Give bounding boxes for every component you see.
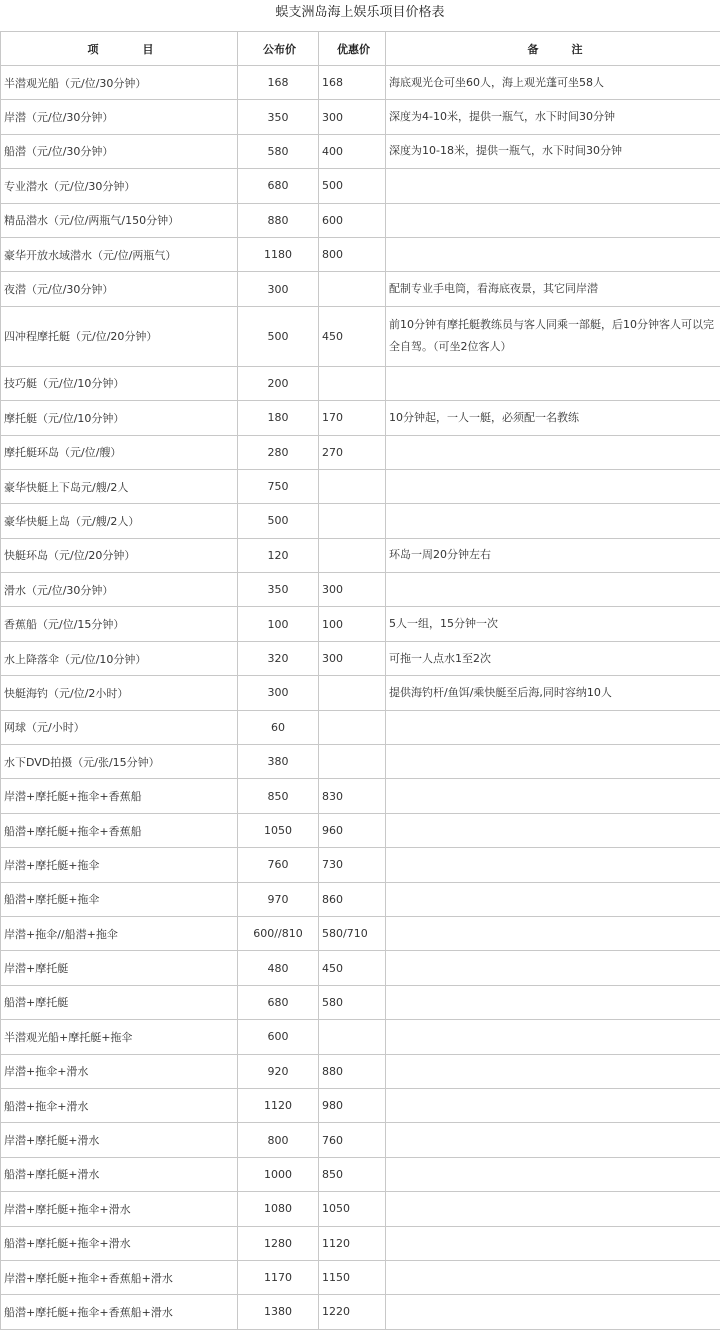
cell-discount: 1150	[319, 1260, 386, 1294]
cell-note	[386, 1192, 720, 1226]
cell-item: 豪华快艇上岛（元/艘/2人）	[1, 504, 238, 538]
cell-discount: 960	[319, 813, 386, 847]
cell-discount: 300	[319, 573, 386, 607]
table-row	[1, 1226, 720, 1260]
cell-discount	[319, 504, 386, 538]
cell-discount: 400	[319, 134, 386, 168]
cell-discount: 300	[319, 641, 386, 675]
cell-note: 海底观光仓可坐60人，海上观光蓬可坐58人	[386, 66, 720, 100]
cell-list-price: 480	[238, 951, 319, 985]
table-row	[1, 306, 720, 366]
cell-item: 岸潜+摩托艇+拖伞+香蕉船	[1, 779, 238, 813]
cell-note	[386, 1088, 720, 1122]
cell-item: 精品潜水（元/位/两瓶气/150分钟）	[1, 203, 238, 237]
cell-item: 豪华快艇上下岛元/艘/2人	[1, 469, 238, 503]
table-row	[1, 813, 720, 847]
cell-list-price: 200	[238, 366, 319, 400]
cell-note: 配制专业手电筒，看海底夜景，其它同岸潜	[386, 272, 720, 306]
cell-item: 豪华开放水域潜水（元/位/两瓶气）	[1, 237, 238, 271]
page-title: 蜈支洲岛海上娱乐项目价格表	[0, 0, 720, 31]
cell-note	[386, 469, 720, 503]
cell-item: 摩托艇（元/位/10分钟）	[1, 401, 238, 435]
cell-note	[386, 710, 720, 744]
cell-discount	[319, 710, 386, 744]
cell-note: 深度为4-10米，提供一瓶气，水下时间30分钟	[386, 100, 720, 134]
cell-item: 岸潜+摩托艇	[1, 951, 238, 985]
table-row	[1, 237, 720, 271]
cell-discount	[319, 745, 386, 779]
cell-item: 岸潜+摩托艇+拖伞+滑水	[1, 1192, 238, 1226]
cell-note	[386, 203, 720, 237]
cell-list-price: 280	[238, 435, 319, 469]
cell-discount	[319, 469, 386, 503]
cell-discount	[319, 538, 386, 572]
table-row	[1, 538, 720, 572]
cell-discount: 450	[319, 951, 386, 985]
table-row	[1, 641, 720, 675]
column-header-note: 备 注	[386, 32, 720, 66]
table-row	[1, 1123, 720, 1157]
cell-discount: 580/710	[319, 916, 386, 950]
table-row	[1, 169, 720, 203]
table-row	[1, 272, 720, 306]
cell-list-price: 1380	[238, 1295, 319, 1329]
table-row	[1, 848, 720, 882]
table-row	[1, 607, 720, 641]
table-row	[1, 1020, 720, 1054]
table-row	[1, 66, 720, 100]
cell-item: 专业潜水（元/位/30分钟）	[1, 169, 238, 203]
cell-list-price: 500	[238, 504, 319, 538]
cell-note	[386, 1260, 720, 1294]
cell-note	[386, 1054, 720, 1088]
cell-list-price: 380	[238, 745, 319, 779]
table-row	[1, 1157, 720, 1191]
cell-note	[386, 951, 720, 985]
table-row	[1, 504, 720, 538]
table-row	[1, 435, 720, 469]
cell-discount: 500	[319, 169, 386, 203]
cell-note	[386, 1123, 720, 1157]
cell-note	[386, 1295, 720, 1329]
cell-item: 滑水（元/位/30分钟）	[1, 573, 238, 607]
cell-discount: 830	[319, 779, 386, 813]
cell-discount: 1120	[319, 1226, 386, 1260]
cell-discount: 730	[319, 848, 386, 882]
cell-item: 四冲程摩托艇（元/位/20分钟）	[1, 306, 238, 366]
table-row	[1, 710, 720, 744]
cell-item: 技巧艇（元/位/10分钟）	[1, 366, 238, 400]
cell-list-price: 680	[238, 169, 319, 203]
cell-list-price: 1120	[238, 1088, 319, 1122]
cell-item: 船潜（元/位/30分钟）	[1, 134, 238, 168]
cell-item: 香蕉船（元/位/15分钟）	[1, 607, 238, 641]
cell-list-price: 350	[238, 573, 319, 607]
table-header-row	[1, 32, 720, 66]
cell-list-price: 300	[238, 676, 319, 710]
cell-list-price: 800	[238, 1123, 319, 1157]
cell-note	[386, 1020, 720, 1054]
table-row	[1, 1192, 720, 1226]
cell-note: 提供海钓杆/鱼饵/乘快艇至后海,同时容纳10人	[386, 676, 720, 710]
cell-note	[386, 745, 720, 779]
cell-list-price: 1000	[238, 1157, 319, 1191]
cell-list-price: 760	[238, 848, 319, 882]
table-row	[1, 1088, 720, 1122]
cell-note	[386, 985, 720, 1019]
cell-list-price: 100	[238, 607, 319, 641]
cell-note: 环岛一周20分钟左右	[386, 538, 720, 572]
cell-item: 船潜+摩托艇+拖伞+香蕉船	[1, 813, 238, 847]
table-body	[1, 66, 720, 1330]
cell-item: 船潜+摩托艇+拖伞	[1, 882, 238, 916]
cell-note	[386, 366, 720, 400]
table-row	[1, 916, 720, 950]
cell-item: 船潜+拖伞+滑水	[1, 1088, 238, 1122]
cell-discount: 850	[319, 1157, 386, 1191]
cell-discount: 1220	[319, 1295, 386, 1329]
table-row	[1, 745, 720, 779]
column-header-item: 项 目	[1, 32, 238, 66]
table-row	[1, 134, 720, 168]
cell-discount: 980	[319, 1088, 386, 1122]
cell-item: 岸潜+摩托艇+拖伞+香蕉船+滑水	[1, 1260, 238, 1294]
cell-discount: 880	[319, 1054, 386, 1088]
table-row	[1, 1054, 720, 1088]
cell-note	[386, 435, 720, 469]
cell-list-price: 1170	[238, 1260, 319, 1294]
cell-note: 可拖一人点水1至2次	[386, 641, 720, 675]
cell-discount: 300	[319, 100, 386, 134]
cell-note	[386, 1157, 720, 1191]
cell-item: 岸潜+拖伞+滑水	[1, 1054, 238, 1088]
cell-note	[386, 779, 720, 813]
cell-discount	[319, 366, 386, 400]
cell-item: 夜潜（元/位/30分钟）	[1, 272, 238, 306]
cell-list-price: 300	[238, 272, 319, 306]
cell-list-price: 120	[238, 538, 319, 572]
cell-discount: 600	[319, 203, 386, 237]
cell-discount	[319, 676, 386, 710]
table-row	[1, 1295, 720, 1329]
table-row	[1, 882, 720, 916]
table-row	[1, 985, 720, 1019]
cell-item: 半潜观光船（元/位/30分钟）	[1, 66, 238, 100]
cell-list-price: 1080	[238, 1192, 319, 1226]
cell-note	[386, 916, 720, 950]
cell-list-price: 1280	[238, 1226, 319, 1260]
cell-item: 岸潜+摩托艇+滑水	[1, 1123, 238, 1157]
price-table	[0, 31, 720, 1330]
cell-discount: 760	[319, 1123, 386, 1157]
table-row	[1, 1260, 720, 1294]
cell-discount: 800	[319, 237, 386, 271]
cell-note	[386, 813, 720, 847]
table-row	[1, 203, 720, 237]
cell-note: 10分钟起，一人一艇，必须配一名教练	[386, 401, 720, 435]
cell-discount: 168	[319, 66, 386, 100]
cell-item: 船潜+摩托艇	[1, 985, 238, 1019]
table-row	[1, 779, 720, 813]
cell-list-price: 350	[238, 100, 319, 134]
cell-item: 快艇环岛（元/位/20分钟）	[1, 538, 238, 572]
cell-discount: 270	[319, 435, 386, 469]
cell-list-price: 60	[238, 710, 319, 744]
cell-item: 半潜观光船+摩托艇+拖伞	[1, 1020, 238, 1054]
table-row	[1, 676, 720, 710]
cell-note	[386, 573, 720, 607]
cell-list-price: 320	[238, 641, 319, 675]
cell-list-price: 180	[238, 401, 319, 435]
cell-list-price: 920	[238, 1054, 319, 1088]
table-row	[1, 401, 720, 435]
cell-list-price: 168	[238, 66, 319, 100]
table-row	[1, 573, 720, 607]
cell-list-price: 880	[238, 203, 319, 237]
cell-item: 快艇海钓（元/位/2小时）	[1, 676, 238, 710]
table-row	[1, 469, 720, 503]
cell-list-price: 600	[238, 1020, 319, 1054]
cell-discount	[319, 272, 386, 306]
cell-list-price: 600//810	[238, 916, 319, 950]
cell-discount: 100	[319, 607, 386, 641]
cell-note	[386, 169, 720, 203]
cell-list-price: 1050	[238, 813, 319, 847]
cell-item: 岸潜+摩托艇+拖伞	[1, 848, 238, 882]
cell-list-price: 1180	[238, 237, 319, 271]
cell-item: 岸潜+拖伞//船潜+拖伞	[1, 916, 238, 950]
cell-note	[386, 504, 720, 538]
cell-note	[386, 237, 720, 271]
cell-note	[386, 882, 720, 916]
column-header-list-price: 公布价	[238, 32, 319, 66]
cell-item: 摩托艇环岛（元/位/艘）	[1, 435, 238, 469]
table-row	[1, 366, 720, 400]
cell-list-price: 850	[238, 779, 319, 813]
cell-item: 网球（元/小时）	[1, 710, 238, 744]
cell-note: 深度为10-18米，提供一瓶气，水下时间30分钟	[386, 134, 720, 168]
cell-list-price: 750	[238, 469, 319, 503]
cell-discount	[319, 1020, 386, 1054]
cell-discount: 860	[319, 882, 386, 916]
cell-note	[386, 1226, 720, 1260]
cell-item: 水下DVD拍摄（元/张/15分钟）	[1, 745, 238, 779]
cell-list-price: 970	[238, 882, 319, 916]
cell-item: 船潜+摩托艇+拖伞+滑水	[1, 1226, 238, 1260]
cell-list-price: 680	[238, 985, 319, 1019]
cell-note: 前10分钟有摩托艇教练员与客人同乘一部艇，后10分钟客人可以完全自驾。（可坐2位客人）	[386, 306, 720, 366]
table-row	[1, 951, 720, 985]
cell-note	[386, 848, 720, 882]
cell-item: 水上降落伞（元/位/10分钟）	[1, 641, 238, 675]
cell-item: 船潜+摩托艇+滑水	[1, 1157, 238, 1191]
cell-discount: 170	[319, 401, 386, 435]
cell-discount: 450	[319, 306, 386, 366]
cell-item: 船潜+摩托艇+拖伞+香蕉船+滑水	[1, 1295, 238, 1329]
cell-list-price: 580	[238, 134, 319, 168]
cell-item: 岸潜（元/位/30分钟）	[1, 100, 238, 134]
table-row	[1, 100, 720, 134]
cell-list-price: 500	[238, 306, 319, 366]
column-header-discount: 优惠价	[319, 32, 386, 66]
cell-note: 5人一组，15分钟一次	[386, 607, 720, 641]
cell-discount: 580	[319, 985, 386, 1019]
cell-discount: 1050	[319, 1192, 386, 1226]
